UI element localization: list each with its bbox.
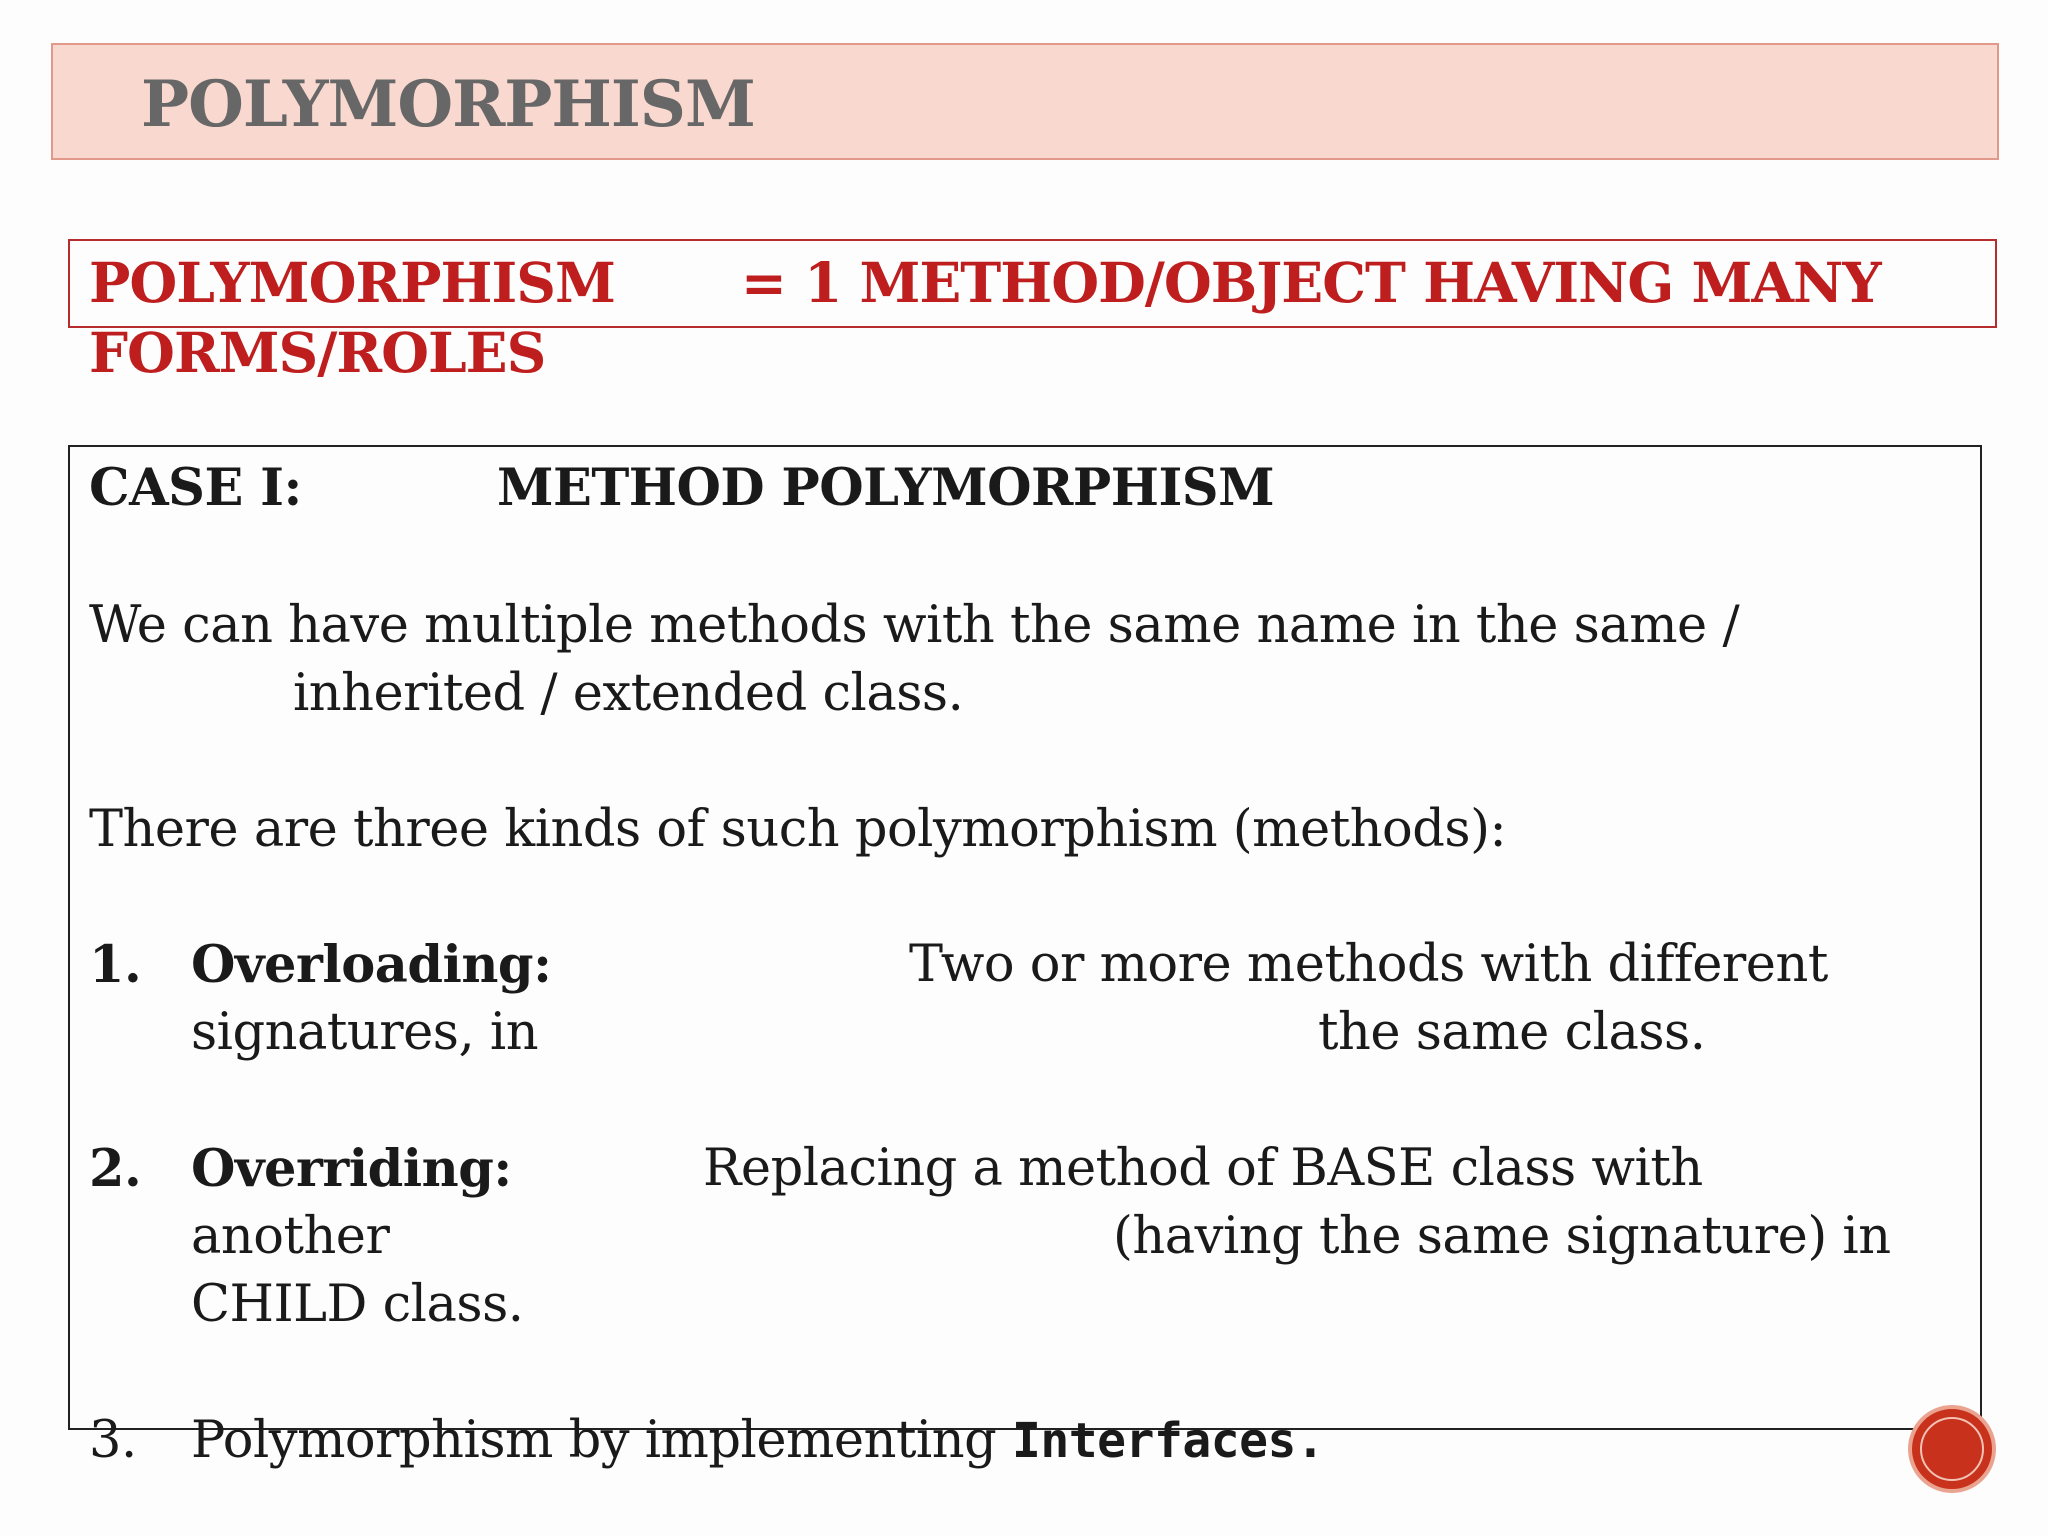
case-heading: METHOD POLYMORPHISM <box>497 458 1275 518</box>
case-label: CASE I: <box>89 458 302 518</box>
definition-term: POLYMORPHISM <box>89 250 615 315</box>
item-2-number: 2. <box>89 1139 142 1199</box>
title-bar <box>51 43 1999 160</box>
slide-corner-circle-icon <box>1908 1405 1996 1493</box>
item-3-code: Interfaces <box>1011 1413 1296 1469</box>
intro-line-1: We can have multiple methods with the same name in the same / <box>89 596 1740 655</box>
item-3-text <box>191 1411 1324 1470</box>
item-1-name: Overloading: <box>191 935 552 995</box>
item-2-desc-line2a: another <box>191 1207 390 1266</box>
item-2-desc-line3: CHILD class. <box>191 1275 524 1334</box>
item-3-number: 3. <box>89 1411 137 1470</box>
item-1-number: 1. <box>89 935 142 995</box>
item-2-name: Overriding: <box>191 1139 512 1199</box>
item-1-desc-line1: Two or more methods with different <box>909 935 1828 994</box>
intro-line-2: inherited / extended class. <box>293 664 964 723</box>
item-3-prefix: Polymorphism by implementing <box>191 1411 1012 1470</box>
item-2-desc-line1: Replacing a method of BASE class with <box>703 1139 1703 1198</box>
slide-title: POLYMORPHISM <box>141 67 755 142</box>
item-1-desc-line2a: signatures, in <box>191 1003 539 1062</box>
item-1-desc-line2b: the same class. <box>1318 1003 1706 1062</box>
item-3-tail: . <box>1295 1413 1325 1469</box>
kinds-line: There are three kinds of such polymorphism (methods): <box>89 800 1507 859</box>
item-2-desc-line2b: (having the same signature) in <box>1113 1207 1891 1266</box>
definition-text <box>89 248 1969 388</box>
definition-meaning: = 1 METHOD/OBJECT HAVING MANY <box>740 250 1881 315</box>
definition-meaning-cont: FORMS/ROLES <box>89 320 546 385</box>
